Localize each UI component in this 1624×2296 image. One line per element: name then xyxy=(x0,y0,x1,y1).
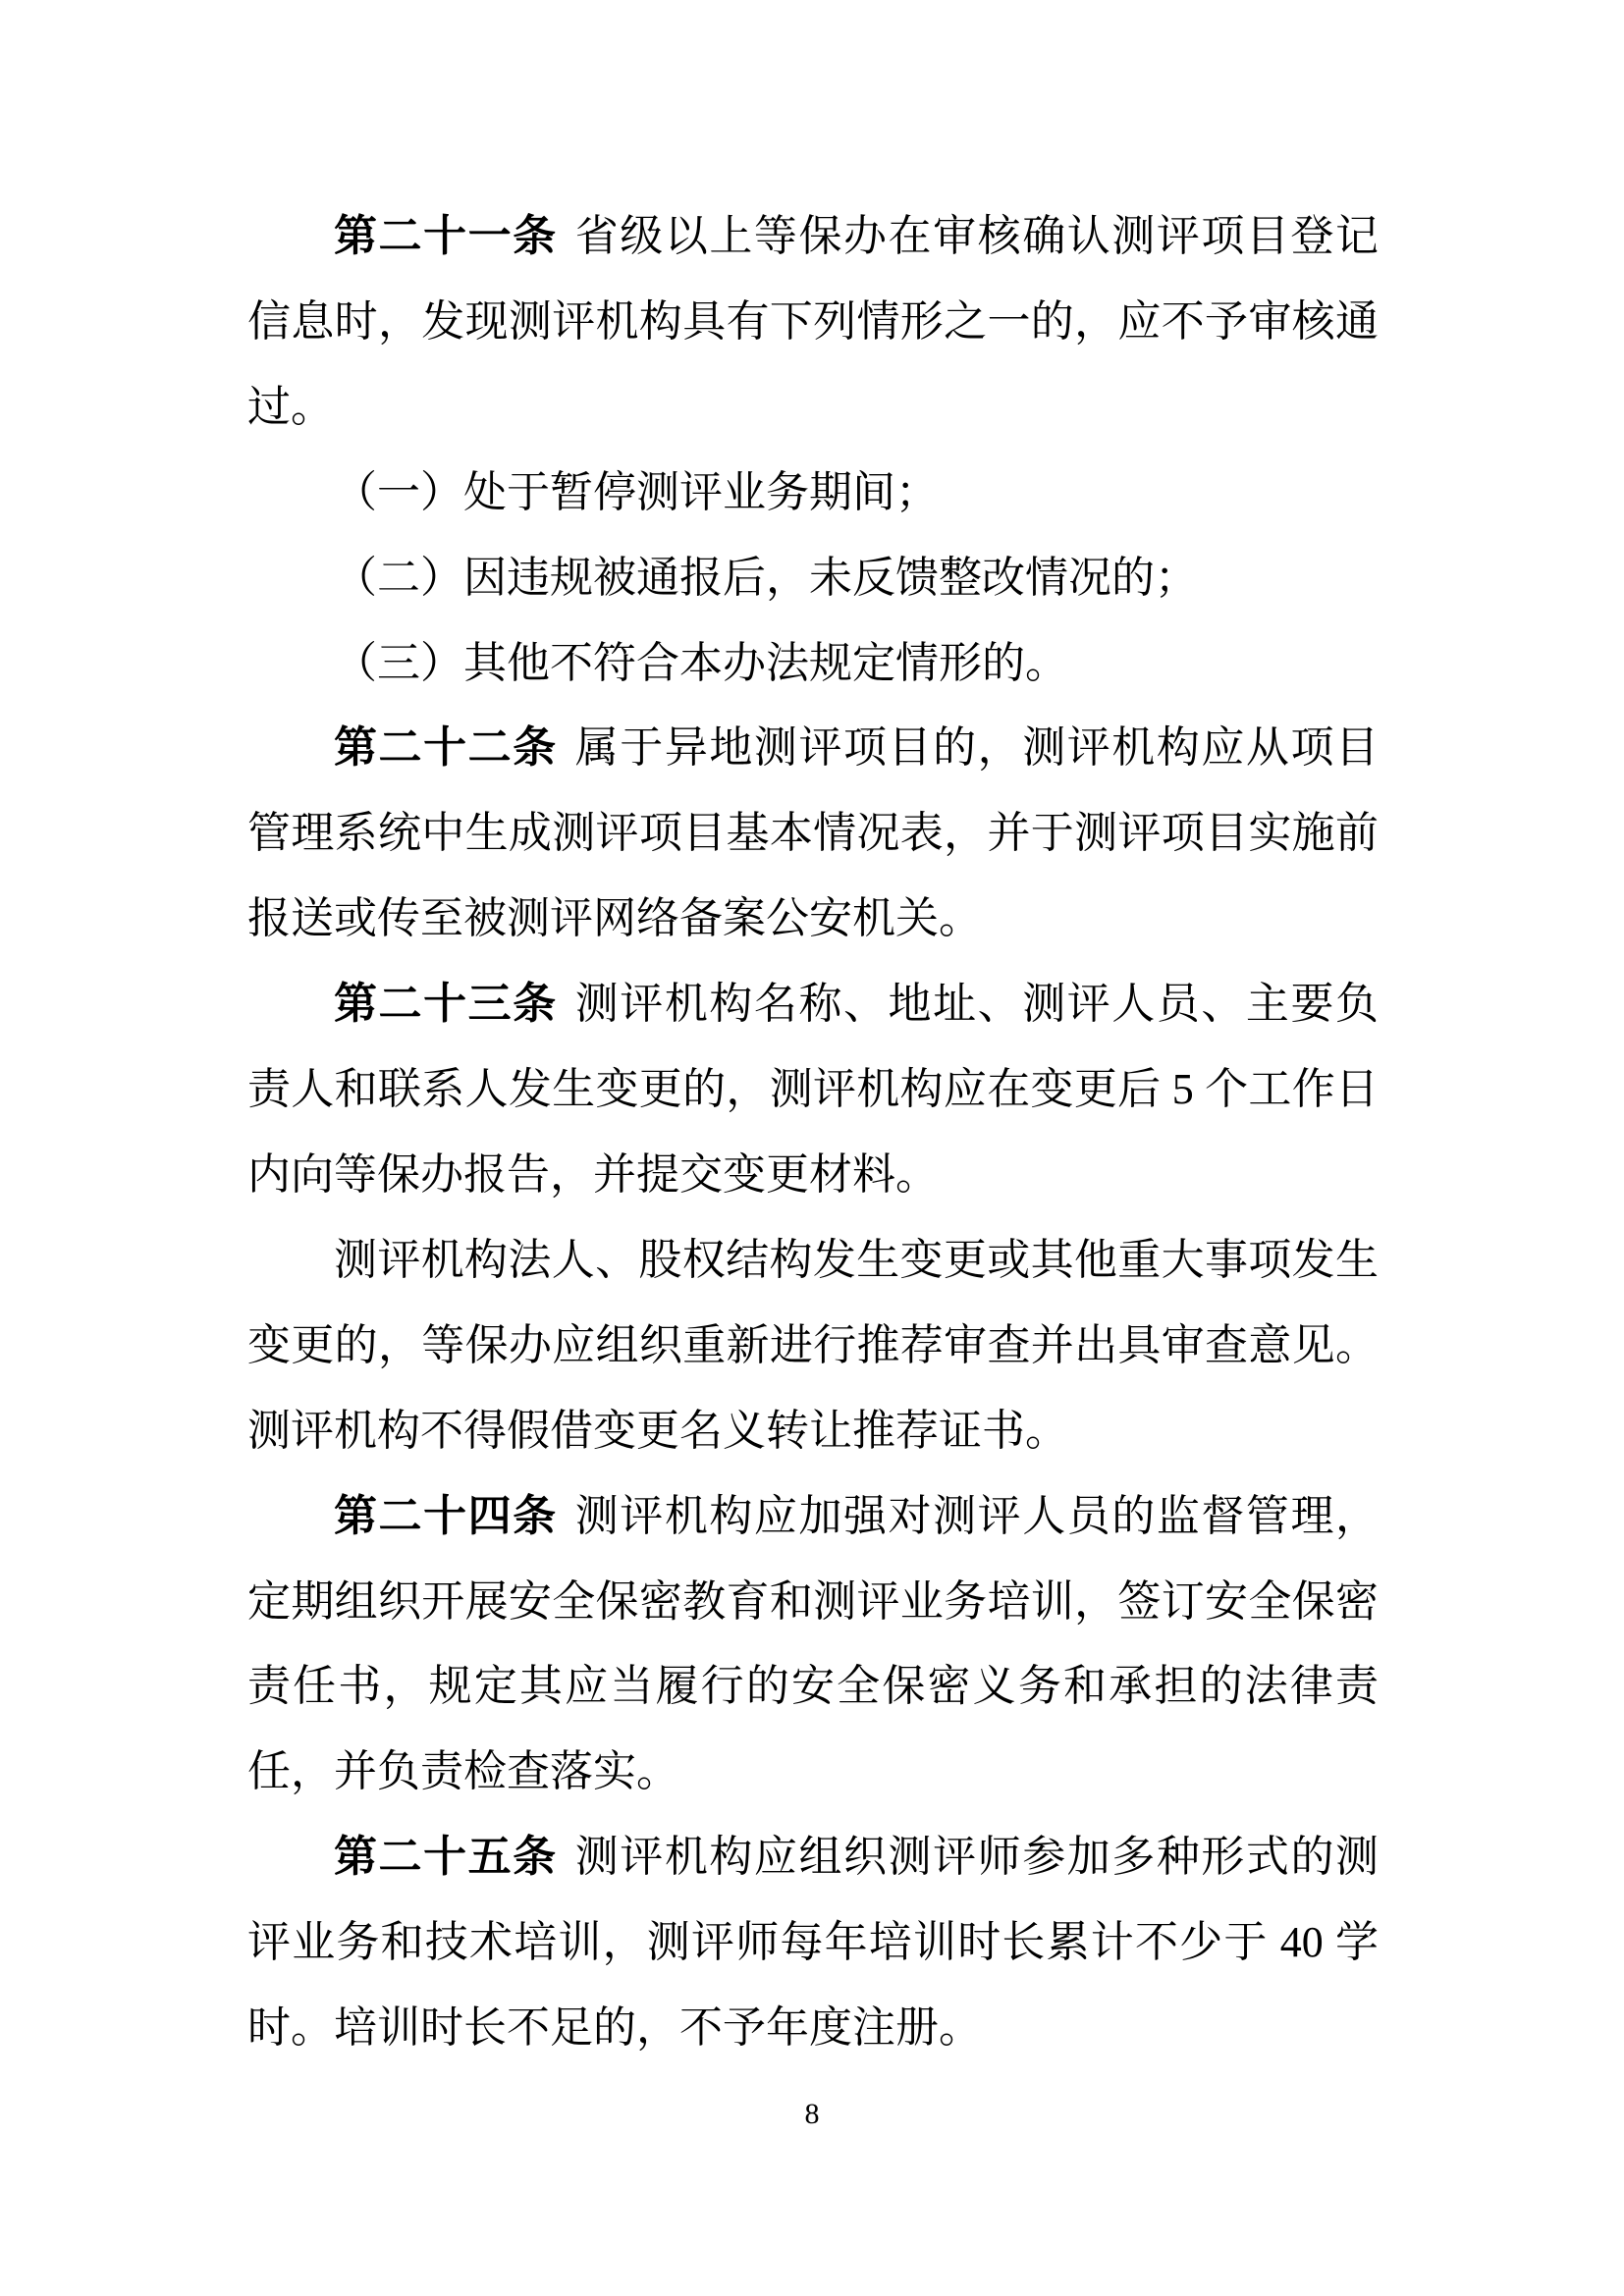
paragraph-article-25 xyxy=(247,1815,1379,2071)
paragraph-article-23 xyxy=(247,962,1379,1218)
article-22-number: 第二十二条 xyxy=(334,723,558,773)
paragraph-article-23-continuation xyxy=(247,1218,1379,1474)
article-23-continuation-text: 测评机构法人、股权结构发生变更或其他重大事项发生变更的，等保办应组织重新进行推荐审查并出具审查意见。测评机构不得假借变更名义转让推荐证书。 xyxy=(247,1235,1379,1455)
page-number: 8 xyxy=(804,2098,820,2130)
paragraph-article-22 xyxy=(247,706,1379,962)
article-25-number: 第二十五条 xyxy=(334,1833,558,1882)
article-22-text: 属于异地测评项目的，测评机构应从项目管理系统中生成测评项目基本情况表，并于测评项目实施前报送或传至被测评网络备案公安机关。 xyxy=(247,723,1380,943)
list-item-2-text: （二）因违规被通报后，未反馈整改情况的； xyxy=(334,553,1198,602)
list-item-1-text: （一）处于暂停测评业务期间； xyxy=(334,467,939,516)
article-24-text: 测评机构应加强对测评人员的监督管理，定期组织开展安全保密教育和测评业务培训，签订安全保密责任书，规定其应当履行的安全保密义务和承担的法律责任，并负责检查落实。 xyxy=(247,1491,1380,1796)
list-item-3 xyxy=(247,621,1379,707)
article-24-number: 第二十四条 xyxy=(334,1491,558,1540)
article-21-number: 第二十一条 xyxy=(334,212,558,260)
paragraph-article-21 xyxy=(247,194,1379,451)
article-23-text: 测评机构名称、地址、测评人员、主要负责人和联系人发生变更的，测评机构应在变更后 5 个工作日内向等保办报告，并提交变更材料。 xyxy=(247,980,1380,1199)
article-23-number: 第二十三条 xyxy=(334,980,558,1029)
list-item-3-text: （三）其他不符合本办法规定情形的。 xyxy=(334,638,1068,687)
list-item-1 xyxy=(247,451,1379,536)
paragraph-article-24 xyxy=(247,1474,1379,1816)
document-body xyxy=(247,194,1379,2071)
article-25-text: 测评机构应组织测评师参加多种形式的测评业务和技术培训，测评师每年培训时长累计不少于 40 学时。培训时长不足的，不予年度注册。 xyxy=(247,1833,1380,2053)
list-item-2 xyxy=(247,536,1379,621)
article-21-text: 省级以上等保办在审核确认测评项目登记信息时，发现测评机构具有下列情形之一的，应不予审核通过。 xyxy=(247,212,1380,431)
